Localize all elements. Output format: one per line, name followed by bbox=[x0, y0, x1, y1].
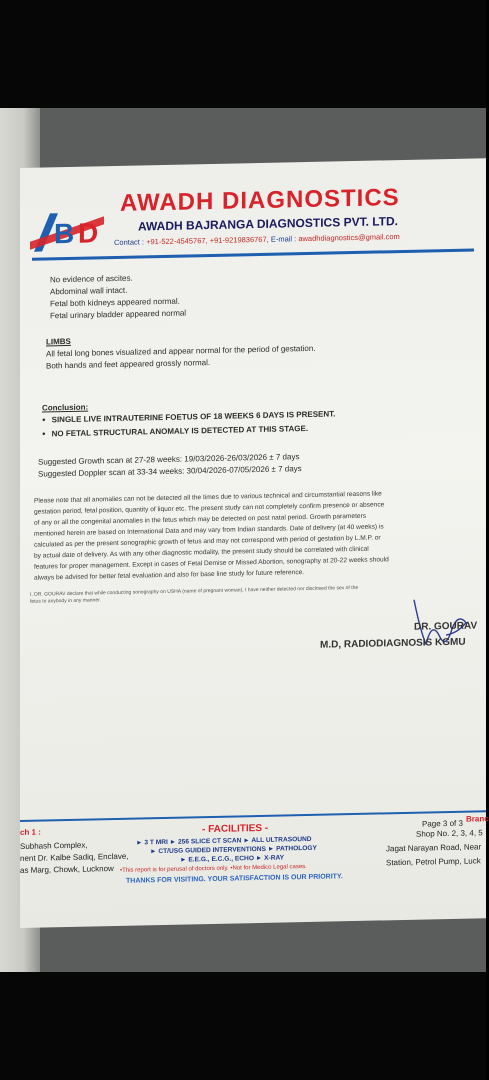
facilities-line: ► CT/USG GUIDED INTERVENTIONS ► PATHOLOGY bbox=[150, 844, 317, 856]
declaration-line: I, DR. GOURAV declare that while conducting sonography on USHA (name of pregnant woman), I have neither detected nor disclosed the sex of the bbox=[30, 584, 359, 598]
branch2-heading: Branc bbox=[466, 814, 489, 824]
disclaimer-line: mentioned herein are based on International Data and may vary from Indian standards. Date of delivery (at 40 weeks) is bbox=[34, 523, 384, 538]
branch-address-line: nent Dr. Kalbe Sadiq, Enclave, bbox=[20, 851, 129, 863]
disclaimer-line: calculated as per the present sonographic growth of fetus and may not correspond with period of gestation by L.M.P. or bbox=[34, 534, 381, 549]
conclusion-item: ● SINGLE LIVE INTRAUTERINE FOETUS OF 18 WEEKS 6 DAYS IS PRESENT. bbox=[42, 409, 335, 424]
branch-heading: ch 1 : bbox=[20, 827, 41, 837]
branch-address-line: Subhash Complex, bbox=[20, 840, 88, 851]
disclaimer-line: of any or all the congenital anomalies in the fetus which may be detected on post natal period. Growth parameters bbox=[34, 512, 367, 527]
limbs-heading: LIMBS bbox=[46, 336, 71, 347]
branch2-address-line: Jagat Narayan Road, Near bbox=[386, 842, 482, 854]
company-name: AWADH BAJRANGA DIAGNOSTICS PVT. LTD. bbox=[138, 214, 399, 234]
facilities-line: ► 3 T MRI ► 256 SLICE CT SCAN ► ALL ULTRASOUND bbox=[136, 835, 312, 847]
branch-address-line: as Marg, Chowk, Lucknow bbox=[20, 864, 114, 875]
conclusion-item: ● NO FETAL STRUCTURAL ANOMALY IS DETECTED AT THIS STAGE. bbox=[42, 424, 308, 439]
finding-line: Fetal urinary bladder appeared normal bbox=[50, 308, 187, 321]
finding-line: Abdominal wall intact. bbox=[50, 285, 128, 297]
finding-line: Fetal both kidneys appeared normal. bbox=[50, 296, 180, 309]
disclaimer-line: always be advised for better fetal evaluation and also for base line study for future reference. bbox=[34, 569, 305, 582]
thanks-message: THANKS FOR VISITING. YOUR SATISFACTION IS OUR PRIORITY. bbox=[126, 873, 343, 885]
svg-text:D: D bbox=[78, 217, 99, 249]
finding-line: No evidence of ascites. bbox=[50, 273, 133, 285]
contact-email: awadhdiagnostics@gmail.com bbox=[298, 232, 400, 244]
disclaimer-line: by actual date of delivery. As with any other diagnostic modality, the present study should be correlated with clinical bbox=[34, 545, 369, 560]
suggested-doppler-scan: Suggested Doppler scan at 33-34 weeks: 30/04/2026-07/05/2026 ± 7 days bbox=[38, 464, 302, 479]
abd-logo-icon bbox=[28, 206, 106, 256]
email-label: E-mail : bbox=[270, 234, 297, 244]
contact-phones: +91-522-4545767, +91-9219836767, bbox=[146, 234, 269, 247]
branch2-address-line: Shop No. 2, 3, 4, 5 bbox=[416, 828, 483, 839]
svg-text:B: B bbox=[54, 217, 75, 250]
footer-divider bbox=[20, 810, 486, 822]
page-number: Page 3 of 3 bbox=[422, 818, 463, 829]
declaration-line: fetus to anybody in any manner. bbox=[30, 597, 101, 605]
photo-background-top bbox=[0, 0, 486, 108]
suggested-growth-scan: Suggested Growth scan at 27-28 weeks: 19/03/2026-26/03/2026 ± 7 days bbox=[38, 452, 300, 467]
branch2-address-line: Station, Petrol Pump, Luck bbox=[386, 856, 481, 868]
limbs-line: Both hands and feet appeared grossly normal. bbox=[46, 358, 211, 371]
report-notice: •This report is for perusal of doctors only. •Not for Medico Legal cases. bbox=[120, 863, 307, 874]
report-page bbox=[20, 158, 489, 928]
contact-label: Contact : bbox=[114, 237, 145, 248]
conclusion-heading: Conclusion: bbox=[42, 402, 89, 413]
doctor-name: DR. GOURAV bbox=[414, 620, 478, 633]
doctor-degree: M.D, RADIODIAGNOSIS KGMU bbox=[320, 636, 466, 651]
contact-line bbox=[114, 232, 400, 247]
facilities-line: ► E.E.G., E.C.G., ECHO ► X-RAY bbox=[180, 854, 285, 864]
facilities-title: - FACILITIES - bbox=[202, 822, 269, 836]
limbs-line: All fetal long bones visualized and appear normal for the period of gestation. bbox=[46, 343, 316, 359]
disclaimer-line: features for proper management. Except in cases of Fetal Demise or Missed Abortion, sonography at 20-22 weeks should bbox=[34, 556, 389, 571]
brand-name: AWADH DIAGNOSTICS bbox=[120, 184, 400, 217]
photo-background-bottom bbox=[0, 972, 486, 1080]
disclaimer-line: Please note that all anomalies can not be detected all the times due to various technical and circumstantial reasons like bbox=[34, 490, 382, 505]
disclaimer-line: gestation period, fetal position, quantity of liquor etc. The present study can not completely confirm presence or absence bbox=[34, 501, 385, 516]
